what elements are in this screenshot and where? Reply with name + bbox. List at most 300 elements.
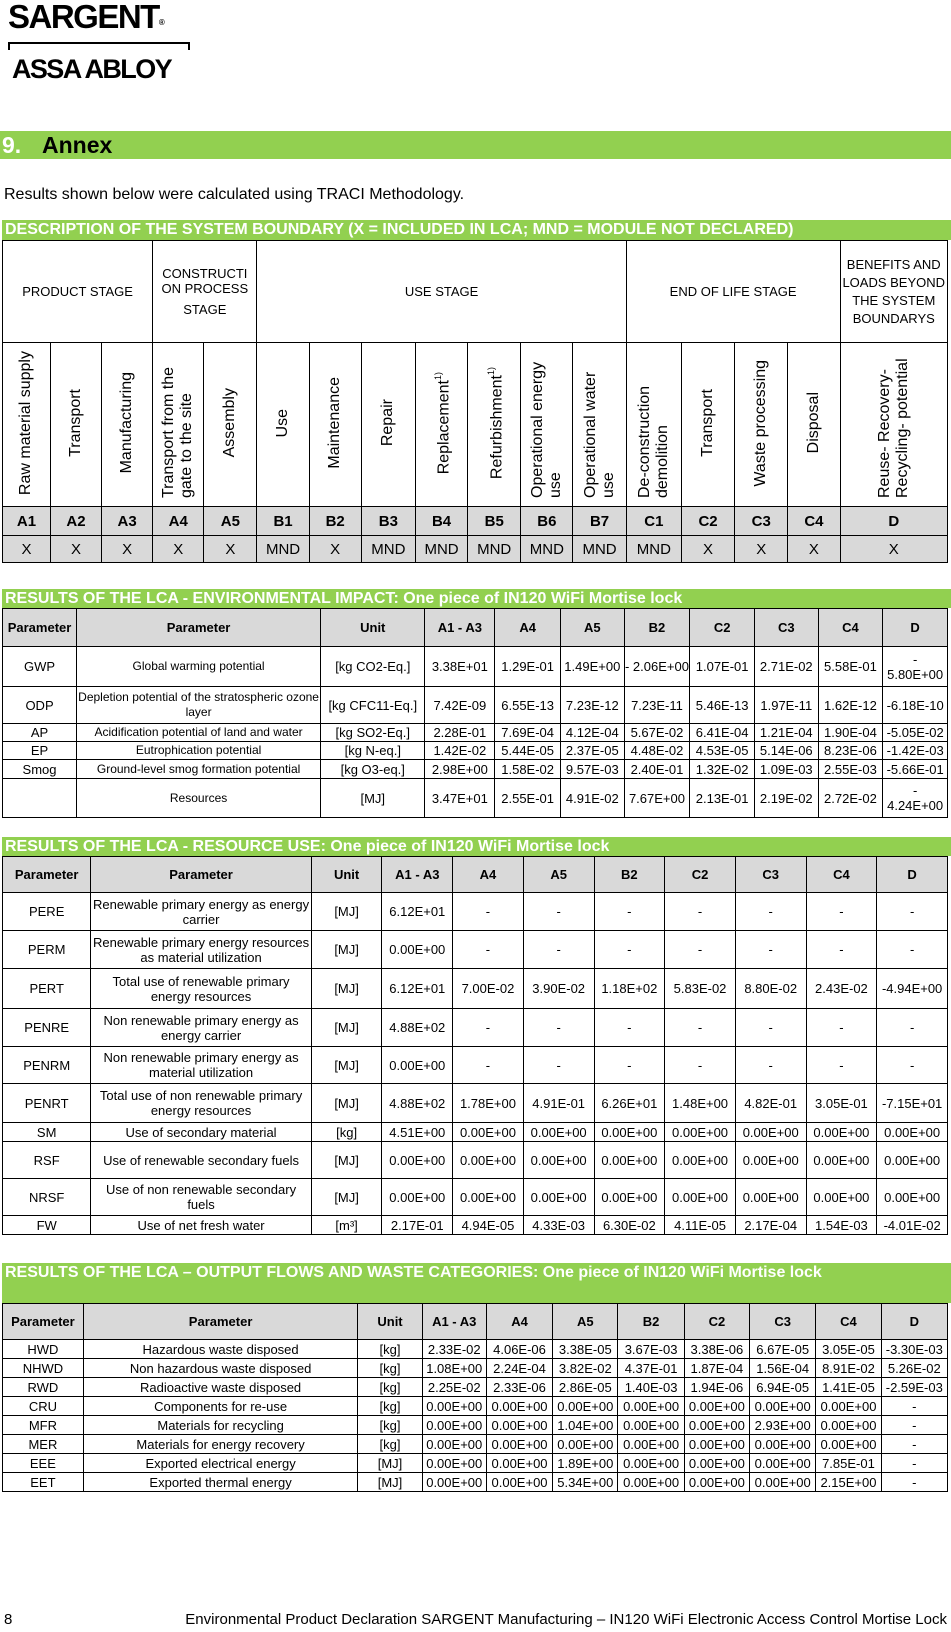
- column-header: Unit: [321, 609, 425, 647]
- page-number: 8: [4, 1611, 13, 1628]
- value-cell: 3.90E-02: [523, 969, 594, 1009]
- waste-table: [2, 1303, 948, 1492]
- value-cell: 4.51E+00: [382, 1123, 453, 1142]
- value-cell: 6.12E+01: [382, 969, 453, 1009]
- module-included: MND: [626, 536, 681, 563]
- unit-cell: [kg]: [358, 1378, 422, 1397]
- stage-row: [3, 241, 948, 343]
- value-cell: 0.00E+00: [750, 1454, 816, 1473]
- module-included: MND: [521, 536, 573, 563]
- value-cell: 0.00E+00: [684, 1435, 749, 1454]
- resource-header-row: [3, 857, 948, 893]
- footnote-mark: 1): [433, 371, 444, 380]
- parameter-name: Components for re-use: [83, 1397, 358, 1416]
- value-cell: 0.00E+00: [453, 1142, 524, 1179]
- unit-cell: [m³]: [311, 1216, 382, 1235]
- boundary-title: DESCRIPTION OF THE SYSTEM BOUNDARY (X = INCLUDED IN LCA; MND = MODULE NOT DECLARED): [2, 220, 951, 240]
- unit-cell: [MJ]: [311, 1047, 382, 1084]
- value-cell: 4.82E-01: [735, 1084, 806, 1123]
- module-code: C4: [788, 507, 840, 536]
- module-included: X: [50, 536, 101, 563]
- unit-cell: [MJ]: [311, 969, 382, 1009]
- value-cell: 4.11E-05: [665, 1216, 736, 1235]
- column-header: A5: [553, 1304, 618, 1340]
- value-cell: 1.49E+00: [560, 647, 624, 687]
- module-code: B3: [361, 507, 415, 536]
- module-included-row: [3, 536, 948, 563]
- value-cell: 0.00E+00: [553, 1435, 618, 1454]
- column-header: C3: [750, 1304, 816, 1340]
- table-row: [3, 1179, 948, 1216]
- module-label: Refurbishment: [488, 374, 506, 480]
- value-cell: -2.59E-03: [881, 1378, 947, 1397]
- table-row: [3, 687, 948, 724]
- value-cell: 0.00E+00: [453, 1123, 524, 1142]
- value-cell: 5.26E-02: [881, 1359, 947, 1378]
- value-cell: 6.67E-05: [750, 1340, 816, 1359]
- table-row: [3, 931, 948, 969]
- parameter-code: AP: [3, 724, 77, 742]
- value-cell: 1.56E-04: [750, 1359, 816, 1378]
- table-row: [3, 1123, 948, 1142]
- value-cell: -: [665, 931, 736, 969]
- unit-cell: [kg]: [358, 1340, 422, 1359]
- value-cell: 0.00E+00: [618, 1473, 684, 1492]
- table-row: [3, 647, 948, 687]
- column-header: C3: [735, 857, 806, 893]
- module-included: MND: [573, 536, 626, 563]
- value-cell: 1.78E+00: [453, 1084, 524, 1123]
- table-row: [3, 1473, 948, 1492]
- value-cell: 0.00E+00: [382, 931, 453, 969]
- parameter-code: PENRM: [3, 1047, 91, 1084]
- unit-cell: [MJ]: [358, 1454, 422, 1473]
- module-cell: [361, 343, 415, 507]
- value-cell: 0.00E+00: [486, 1473, 552, 1492]
- value-cell: 0.00E+00: [422, 1435, 486, 1454]
- value-cell: 4.94E-05: [453, 1216, 524, 1235]
- value-cell: 2.40E-01: [624, 760, 690, 779]
- value-cell: 1.32E-02: [690, 760, 755, 779]
- value-cell: 1.42E-02: [425, 742, 495, 760]
- table-row: [3, 1416, 948, 1435]
- module-label: Assembly: [221, 388, 239, 458]
- value-cell: -6.18E-10: [883, 687, 948, 724]
- value-cell: 0.00E+00: [382, 1179, 453, 1216]
- value-cell: -: [594, 1009, 665, 1047]
- value-cell: 1.07E-01: [690, 647, 755, 687]
- value-cell: 2.24E-04: [486, 1359, 552, 1378]
- value-cell: 2.33E-02: [422, 1340, 486, 1359]
- parameter-name: Materials for energy recovery: [83, 1435, 358, 1454]
- module-label: Raw material supply: [17, 350, 35, 496]
- value-cell: 2.13E-01: [690, 779, 755, 818]
- value-cell: 0.00E+00: [816, 1435, 881, 1454]
- module-label: Reuse- Recovery- Recycling- potential: [875, 358, 911, 498]
- table-row: [3, 760, 948, 779]
- value-cell: 0.00E+00: [684, 1473, 749, 1492]
- value-cell: -: [877, 1009, 948, 1047]
- table-row: [3, 1454, 948, 1473]
- module-code: A4: [153, 507, 204, 536]
- stage-product: PRODUCT STAGE: [3, 241, 153, 343]
- value-cell: 1.97E-11: [754, 687, 818, 724]
- value-cell: 0.00E+00: [618, 1435, 684, 1454]
- module-label: Waste processing: [752, 359, 770, 487]
- column-header: A4: [495, 609, 561, 647]
- value-cell: 0.00E+00: [422, 1397, 486, 1416]
- column-header: B2: [618, 1304, 684, 1340]
- impact-title: RESULTS OF THE LCA - ENVIRONMENTAL IMPACT: One piece of IN120 WiFi Mortise lock: [2, 589, 951, 608]
- value-cell: 0.00E+00: [553, 1397, 618, 1416]
- value-cell: 0.00E+00: [750, 1397, 816, 1416]
- value-cell: 7.23E-11: [624, 687, 690, 724]
- column-header: A4: [453, 857, 524, 893]
- value-cell: 6.30E-02: [594, 1216, 665, 1235]
- value-cell: 6.94E-05: [750, 1378, 816, 1397]
- value-cell: -: [665, 1009, 736, 1047]
- value-cell: -: [665, 893, 736, 931]
- value-cell: 7.67E+00: [624, 779, 690, 818]
- module-included: X: [204, 536, 257, 563]
- value-cell: 3.05E-01: [806, 1084, 877, 1123]
- value-cell: 0.00E+00: [750, 1435, 816, 1454]
- logo-brand: SARGENT: [8, 0, 159, 35]
- value-cell: -: [453, 893, 524, 931]
- parameter-code: MFR: [3, 1416, 84, 1435]
- parameter-name: Use of secondary material: [91, 1123, 311, 1142]
- value-cell: 2.17E-01: [382, 1216, 453, 1235]
- value-cell: 0.00E+00: [453, 1179, 524, 1216]
- value-cell: 0.00E+00: [877, 1142, 948, 1179]
- resource-title: RESULTS OF THE LCA - RESOURCE USE: One piece of IN120 WiFi Mortise lock: [2, 837, 951, 856]
- section-number: 9.: [2, 132, 22, 158]
- value-cell: 1.21E-04: [754, 724, 818, 742]
- stage-construction: [153, 241, 257, 343]
- module-cell: [3, 343, 51, 507]
- value-cell: -5.66E-01: [883, 760, 948, 779]
- module-label: Manufacturing: [118, 372, 136, 474]
- table-row: [3, 779, 948, 818]
- module-code: B2: [309, 507, 361, 536]
- parameter-code: EP: [3, 742, 77, 760]
- column-header: Parameter: [77, 609, 321, 647]
- unit-cell: [kg]: [358, 1416, 422, 1435]
- unit-cell: [MJ]: [311, 1142, 382, 1179]
- unit-cell: [MJ]: [321, 779, 425, 818]
- column-header: Parameter: [3, 1304, 84, 1340]
- module-code: D: [840, 507, 948, 536]
- value-cell: 5.83E-02: [665, 969, 736, 1009]
- value-cell: -: [735, 931, 806, 969]
- module-label: Replacement: [435, 379, 453, 475]
- parameter-name: Materials for recycling: [83, 1416, 358, 1435]
- stage-construction-label: CONSTRUCTI ON PROCESS: [161, 266, 249, 296]
- parameter-code: PENRE: [3, 1009, 91, 1047]
- value-cell: 4.48E-02: [624, 742, 690, 760]
- value-cell: -: [806, 893, 877, 931]
- value-cell: 3.05E-05: [816, 1340, 881, 1359]
- module-row: [3, 343, 948, 507]
- value-cell: -3.30E-03: [881, 1340, 947, 1359]
- parameter-code: GWP: [3, 647, 77, 687]
- stage-end-of-life: END OF LIFE STAGE: [626, 241, 840, 343]
- value-cell: 0.00E+00: [665, 1179, 736, 1216]
- parameter-name: Use of renewable secondary fuels: [91, 1142, 311, 1179]
- value-cell: 2.28E-01: [425, 724, 495, 742]
- parameter-name: Total use of non renewable primary energy resources: [91, 1084, 311, 1123]
- table-row: [3, 1142, 948, 1179]
- table-row: [3, 1009, 948, 1047]
- value-cell: 1.48E+00: [665, 1084, 736, 1123]
- value-cell: 0.00E+00: [382, 1142, 453, 1179]
- value-cell: 1.04E+00: [553, 1416, 618, 1435]
- value-cell: 3.67E-03: [618, 1340, 684, 1359]
- stage-benefits: BENEFITS AND LOADS BEYOND THE SYSTEM BOUNDARYS: [840, 241, 948, 343]
- parameter-name: Global warming potential: [77, 647, 321, 687]
- value-cell: 2.55E-03: [818, 760, 883, 779]
- module-cell: [681, 343, 734, 507]
- module-code: C2: [681, 507, 734, 536]
- unit-cell: [MJ]: [311, 931, 382, 969]
- value-cell: -5.05E-02: [883, 724, 948, 742]
- parameter-name: Use of non renewable secondary fuels: [91, 1179, 311, 1216]
- module-cell: [257, 343, 309, 507]
- value-cell: -: [806, 1009, 877, 1047]
- value-cell: 0.00E+00: [422, 1454, 486, 1473]
- value-cell: 0.00E+00: [382, 1047, 453, 1084]
- value-cell: -: [806, 931, 877, 969]
- module-code: B7: [573, 507, 626, 536]
- module-code: A3: [102, 507, 153, 536]
- value-cell: 7.69E-04: [495, 724, 561, 742]
- value-cell: - 2.06E+00: [624, 647, 690, 687]
- table-row: [3, 969, 948, 1009]
- parameter-code: RWD: [3, 1378, 84, 1397]
- unit-cell: [kg CFC11-Eq.]: [321, 687, 425, 724]
- module-cell: [840, 343, 948, 507]
- table-row: [3, 1047, 948, 1084]
- value-cell: 0.00E+00: [816, 1416, 881, 1435]
- stage-construction-sub: STAGE: [183, 302, 227, 317]
- module-cell: [153, 343, 204, 507]
- module-cell: [50, 343, 101, 507]
- value-cell: 0.00E+00: [422, 1416, 486, 1435]
- module-included: X: [681, 536, 734, 563]
- value-cell: 6.41E-04: [690, 724, 755, 742]
- value-cell: -: [877, 893, 948, 931]
- value-cell: -: [806, 1047, 877, 1084]
- column-header: C4: [806, 857, 877, 893]
- module-code: A2: [50, 507, 101, 536]
- value-cell: -: [594, 893, 665, 931]
- value-cell: 7.42E-09: [425, 687, 495, 724]
- value-cell: 0.00E+00: [486, 1416, 552, 1435]
- table-row: [3, 1084, 948, 1123]
- module-label: Transport: [699, 389, 717, 457]
- value-cell: 5.58E-01: [818, 647, 883, 687]
- value-cell: 0.00E+00: [684, 1416, 749, 1435]
- module-code: A5: [204, 507, 257, 536]
- parameter-code: SM: [3, 1123, 91, 1142]
- module-included: X: [788, 536, 840, 563]
- value-cell: -4.94E+00: [877, 969, 948, 1009]
- value-cell: 2.37E-05: [560, 742, 624, 760]
- value-cell: -: [877, 931, 948, 969]
- value-cell: -: [453, 1009, 524, 1047]
- column-header: B2: [594, 857, 665, 893]
- table-row: [3, 1378, 948, 1397]
- logo-divider: [8, 42, 190, 50]
- module-label: Maintenance: [326, 377, 344, 469]
- value-cell: 4.06E-06: [486, 1340, 552, 1359]
- value-cell: 1.18E+02: [594, 969, 665, 1009]
- waste-header-row: [3, 1304, 948, 1340]
- value-cell: 4.12E-04: [560, 724, 624, 742]
- parameter-name: Hazardous waste disposed: [83, 1340, 358, 1359]
- value-cell: 1.62E-12: [818, 687, 883, 724]
- column-header: D: [881, 1304, 947, 1340]
- value-cell: 0.00E+00: [665, 1142, 736, 1179]
- module-cell: [626, 343, 681, 507]
- value-cell: 0.00E+00: [806, 1179, 877, 1216]
- value-cell: 4.91E-02: [560, 779, 624, 818]
- value-cell: 0.00E+00: [523, 1142, 594, 1179]
- module-cell: [102, 343, 153, 507]
- value-cell: 0.00E+00: [594, 1123, 665, 1142]
- value-cell: 1.09E-03: [754, 760, 818, 779]
- assa-abloy-logo: ASSA ABLOY: [12, 54, 172, 84]
- value-cell: -: [881, 1397, 947, 1416]
- resource-table: [2, 856, 948, 1235]
- column-header: A4: [486, 1304, 552, 1340]
- value-cell: -1.42E-03: [883, 742, 948, 760]
- value-cell: 8.80E-02: [735, 969, 806, 1009]
- value-cell: 0.00E+00: [735, 1179, 806, 1216]
- parameter-name: Use of net fresh water: [91, 1216, 311, 1235]
- section-title: Annex: [42, 132, 113, 158]
- value-cell: 0.00E+00: [486, 1454, 552, 1473]
- unit-cell: [kg O3-eq.]: [321, 760, 425, 779]
- value-cell: 2.98E+00: [425, 760, 495, 779]
- value-cell: 4.37E-01: [618, 1359, 684, 1378]
- value-cell: -: [453, 1047, 524, 1084]
- value-cell: 5.34E+00: [553, 1473, 618, 1492]
- waste-title: RESULTS OF THE LCA – OUTPUT FLOWS AND WASTE CATEGORIES: One piece of IN120 WiFi Mortise lock: [2, 1263, 951, 1303]
- value-cell: 1.08E+00: [422, 1359, 486, 1378]
- value-cell: 0.00E+00: [618, 1416, 684, 1435]
- module-label: Repair: [379, 399, 397, 447]
- value-cell: 1.87E-04: [684, 1359, 749, 1378]
- parameter-code: PENRT: [3, 1084, 91, 1123]
- value-cell: 0.00E+00: [684, 1454, 749, 1473]
- parameter-code: MER: [3, 1435, 84, 1454]
- value-cell: 0.00E+00: [877, 1123, 948, 1142]
- value-cell: 2.55E-01: [495, 779, 561, 818]
- unit-cell: [MJ]: [311, 893, 382, 931]
- module-included: MND: [361, 536, 415, 563]
- parameter-name: Radioactive waste disposed: [83, 1378, 358, 1397]
- value-cell: 7.23E-12: [560, 687, 624, 724]
- value-cell: 1.41E-05: [816, 1378, 881, 1397]
- value-cell: 4.33E-03: [523, 1216, 594, 1235]
- module-label-group: [429, 372, 453, 474]
- unit-cell: [kg SO2-Eq.]: [321, 724, 425, 742]
- value-cell: 0.00E+00: [816, 1397, 881, 1416]
- column-header: A5: [523, 857, 594, 893]
- value-cell: 1.89E+00: [553, 1454, 618, 1473]
- unit-cell: [kg]: [358, 1435, 422, 1454]
- parameter-name: Exported electrical energy: [83, 1454, 358, 1473]
- value-cell: 2.15E+00: [816, 1473, 881, 1492]
- table-row: [3, 1359, 948, 1378]
- unit-cell: [kg]: [311, 1123, 382, 1142]
- value-cell: 1.58E-02: [495, 760, 561, 779]
- value-cell: 1.94E-06: [684, 1378, 749, 1397]
- value-cell: 4.53E-05: [690, 742, 755, 760]
- value-cell: 0.00E+00: [486, 1435, 552, 1454]
- parameter-name: Exported thermal energy: [83, 1473, 358, 1492]
- parameter-code: PERM: [3, 931, 91, 969]
- value-cell: 0.00E+00: [523, 1179, 594, 1216]
- parameter-code: Smog: [3, 760, 77, 779]
- value-cell: 5.14E-06: [754, 742, 818, 760]
- module-label: Use: [274, 408, 292, 438]
- module-included: MND: [468, 536, 521, 563]
- module-cell: [415, 343, 467, 507]
- module-label: De-construction demolition: [635, 385, 671, 498]
- unit-cell: [kg N-eq.]: [321, 742, 425, 760]
- value-cell: 2.43E-02: [806, 969, 877, 1009]
- module-included: X: [735, 536, 788, 563]
- parameter-name: Ground-level smog formation potential: [77, 760, 321, 779]
- module-label-group: [482, 367, 506, 479]
- value-cell: 2.17E-04: [735, 1216, 806, 1235]
- value-cell: 3.82E-02: [553, 1359, 618, 1378]
- value-cell: -: [735, 1047, 806, 1084]
- value-cell: 0.00E+00: [618, 1454, 684, 1473]
- value-cell: 1.54E-03: [806, 1216, 877, 1235]
- value-cell: -: [881, 1416, 947, 1435]
- value-cell: 5.44E-05: [495, 742, 561, 760]
- module-cell: [735, 343, 788, 507]
- parameter-code: PERT: [3, 969, 91, 1009]
- value-cell: -: [881, 1454, 947, 1473]
- value-cell: 9.57E-03: [560, 760, 624, 779]
- value-cell: 5.67E-02: [624, 724, 690, 742]
- value-cell: 1.40E-03: [618, 1378, 684, 1397]
- column-header: C2: [684, 1304, 749, 1340]
- value-cell: 6.26E+01: [594, 1084, 665, 1123]
- column-header: C4: [816, 1304, 881, 1340]
- value-cell: 2.86E-05: [553, 1378, 618, 1397]
- unit-cell: [MJ]: [311, 1179, 382, 1216]
- module-code: A1: [3, 507, 51, 536]
- column-header: C4: [818, 609, 883, 647]
- parameter-code: FW: [3, 1216, 91, 1235]
- value-cell: -: [735, 893, 806, 931]
- parameter-code: NRSF: [3, 1179, 91, 1216]
- value-cell: - 5.80E+00: [883, 647, 948, 687]
- footnote-mark: 1): [486, 366, 497, 375]
- value-cell: 0.00E+00: [750, 1473, 816, 1492]
- sargent-logo: [8, 0, 165, 35]
- unit-cell: [kg CO2-Eq.]: [321, 647, 425, 687]
- value-cell: 3.38E-05: [553, 1340, 618, 1359]
- unit-cell: [kg]: [358, 1359, 422, 1378]
- value-cell: 6.55E-13: [495, 687, 561, 724]
- impact-header-row: [3, 609, 948, 647]
